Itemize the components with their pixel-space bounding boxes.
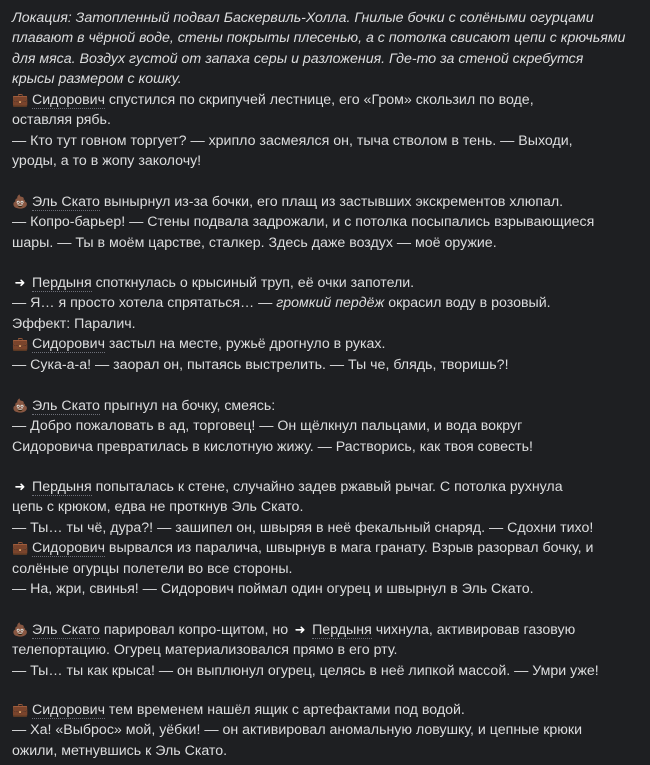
narration-text: парировал копро-щитом, но — [99, 622, 293, 638]
briefcase-icon: 💼 — [12, 336, 29, 352]
right-arrow-icon: ➜ — [14, 479, 26, 494]
poop-icon: 💩 — [12, 398, 29, 413]
dialogue-text: — Копро-барьер! — Стены подвала задрожали, и с потолка посыпались взрывающиеся — [12, 214, 595, 231]
narration-text: вырвался из паралича, швырнув в мага гранату. Взрыв разорвал бочку, и — [104, 540, 594, 557]
briefcase-icon: 💼 — [12, 702, 29, 717]
location-line: для мяса. Воздух густой от запаха серы и разложения. Где-то за стеной скребутся — [12, 50, 584, 67]
narration-text: застыл на месте, ружьё дрогнуло в руках. — [104, 336, 386, 353]
paragraph-el-scato-jumps — [12, 396, 624, 457]
effect-text: Эффект: Паралич. — [12, 315, 136, 332]
narration-text: тем временем нашёл ящик с артефактами под водой. — [104, 702, 465, 718]
location-line: Локация: Затопленный подвал Баскервиль-Холла. Гнилые бочки с солёными огурцами — [12, 10, 594, 26]
dialogue-text: ожили, метнувшись к Эль Скато. — [12, 742, 228, 759]
narration-text: оставляя рябь. — [12, 112, 111, 129]
location-line: крысы размером с кошку. — [12, 71, 182, 88]
character-name-el-scato[interactable]: Эль Скато — [32, 398, 100, 414]
paragraph-perdynia-trips — [12, 273, 624, 375]
dialogue-text: — Ты… ты чё, дура?! — зашипел он, швыряя в неё фекальный снаряд. — Сдохни тихо! — [12, 519, 594, 536]
character-name-el-scato[interactable]: Эль Скато — [32, 194, 100, 210]
dialogue-text: — На, жри, свинья! — Сидорович поймал один огурец и швырнул в Эль Скато. — [12, 581, 534, 598]
paragraph-sidorovich-artifacts — [12, 700, 624, 761]
character-name-perdynia[interactable]: Пердыня — [32, 479, 92, 495]
dialogue-text: — Добро пожаловать в ад, торговец! — Он щёлкнул пальцами, и вода вокруг — [12, 418, 523, 435]
poop-icon: 💩 — [12, 622, 29, 637]
paragraph-el-scato-parries — [12, 620, 624, 681]
character-name-sidorovich[interactable]: Сидорович — [32, 92, 105, 108]
character-name-sidorovich[interactable]: Сидорович — [32, 702, 105, 718]
narration-text: солёные огурцы полетели во все стороны. — [12, 560, 293, 577]
narration-text: спустился по скрипучей лестнице, его «Гром» скользил по воде, — [104, 92, 534, 108]
character-name-el-scato[interactable]: Эль Скато — [32, 622, 100, 638]
briefcase-icon: 💼 — [12, 92, 29, 107]
character-name-sidorovich[interactable]: Сидорович — [32, 540, 105, 557]
paragraph-perdynia-lever — [12, 477, 624, 599]
dialogue-text: — Ха! «Выброс» мой, уёбки! — он активировал аномальную ловушку, и цепные крюки — [12, 722, 583, 739]
narration-text: окрасил воду в розовый. — [384, 295, 551, 312]
paragraph-el-scato-emerges — [12, 192, 624, 253]
emphasis-text: громкий пердёж — [276, 295, 385, 312]
right-arrow-icon: ➜ — [294, 622, 306, 637]
character-name-sidorovich[interactable]: Сидорович — [32, 336, 105, 353]
narration-text: попыталась к стене, случайно задев ржавый рычаг. С потолка рухнула — [91, 479, 563, 495]
dialogue-text: — Я… я просто хотела спрятаться… — — [12, 295, 277, 312]
narration-text: цепь с крюком, едва не проткнув Эль Скато. — [12, 499, 304, 516]
narration-text: телепортацию. Огурец материализовался прямо в его рту. — [12, 642, 398, 659]
narration-text: чихнула, активировав газовую — [371, 622, 576, 638]
dialogue-text: уроды, а то в жопу заколочу! — [12, 153, 202, 170]
narration-text: споткнулась о крысиный труп, её очки запотели. — [91, 275, 415, 291]
paragraph-sidorovich-enters — [12, 90, 624, 172]
narration-text: вынырнул из-за бочки, его плащ из застывших экскрементов хлюпал. — [99, 194, 564, 210]
character-name-perdynia[interactable]: Пердыня — [32, 275, 92, 291]
dialogue-text: — Сука-а-а! — заорал он, пытаясь выстрелить. — Ты че, блядь, творишь?! — [12, 356, 509, 373]
location-description — [12, 8, 624, 90]
dialogue-text: шары. — Ты в моём царстве, сталкер. Здесь даже воздух — моё оружие. — [12, 234, 497, 251]
dialogue-text: — Кто тут говном торгует? — хрипло засмеялся он, тыча стволом в тень. — Выходи, — [12, 132, 573, 149]
narration-text: прыгнул на бочку, смеясь: — [99, 398, 276, 414]
character-name-perdynia[interactable]: Пердыня — [312, 622, 372, 638]
dialogue-text: Сидоровича превратилась в кислотную жижу. — Растворись, как твоя совесть! — [12, 438, 533, 455]
dialogue-text: — Ты… ты как крыса! — он выплюнул огурец, целясь в неё липкой массой. — Умри уже! — [12, 662, 599, 679]
poop-icon: 💩 — [12, 194, 29, 209]
location-line: плавают в чёрной воде, стены покрыты плесенью, а с потолка свисают цепи с крючьями — [12, 30, 626, 47]
briefcase-icon: 💼 — [12, 540, 29, 556]
right-arrow-icon: ➜ — [14, 275, 26, 290]
